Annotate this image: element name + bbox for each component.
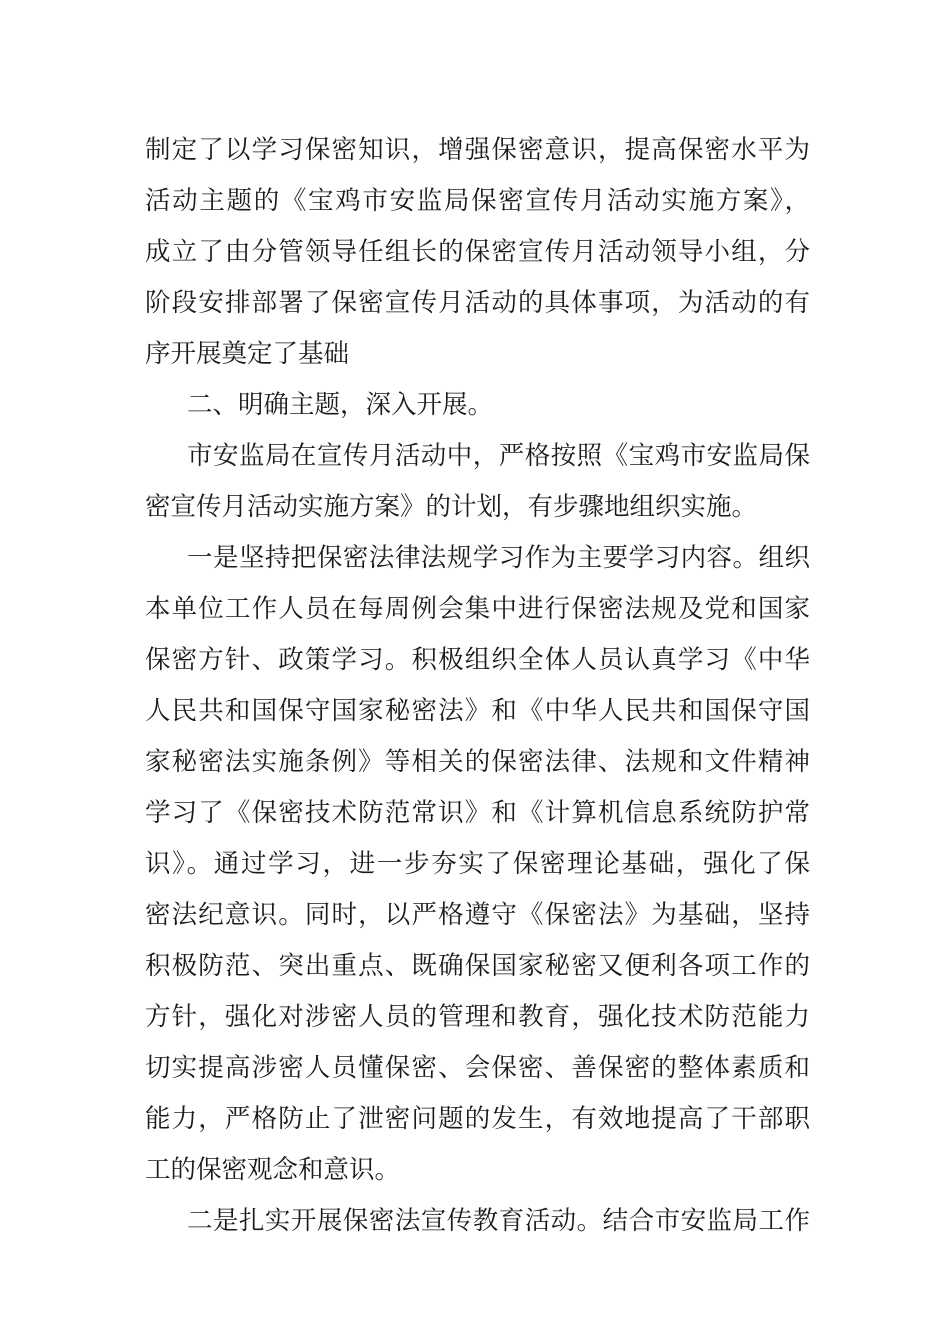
paragraph-line: 市安监局在宣传月活动中，严格按照《宝鸡市安监局保 xyxy=(187,441,810,471)
paragraph-line: 密宣传月活动实施方案》的计划，有步骤地组织实施。 xyxy=(145,492,758,522)
paragraph-line: 制定了以学习保密知识，增强保密意识，提高保密水平为 xyxy=(145,135,810,165)
paragraph-line: 方针，强化对涉密人员的管理和教育，强化技术防范能力 xyxy=(145,1002,810,1032)
paragraph-line: 识》。通过学习，进一步夯实了保密理论基础，强化了保 xyxy=(145,849,810,879)
paragraph-line: 积极防范、突出重点、既确保国家秘密又便利各项工作的 xyxy=(145,951,810,981)
paragraph-line: 本单位工作人员在每周例会集中进行保密法规及党和国家 xyxy=(145,594,810,624)
paragraph-line: 序开展奠定了基础 xyxy=(145,339,350,369)
paragraph-line: 保密方针、政策学习。积极组织全体人员认真学习《中华 xyxy=(145,645,810,675)
paragraph-line: 二是扎实开展保密法宣传教育活动。结合市安监局工作 xyxy=(187,1206,810,1236)
section-heading: 二、明确主题，深入开展。 xyxy=(187,390,494,420)
paragraph-line: 阶段安排部署了保密宣传月活动的具体事项，为活动的有 xyxy=(145,288,810,318)
paragraph-line: 家秘密法实施条例》等相关的保密法律、法规和文件精神 xyxy=(145,747,810,777)
paragraph-line: 密法纪意识。同时，以严格遵守《保密法》为基础，坚持 xyxy=(145,900,810,930)
paragraph-line: 能力，严格防止了泄密问题的发生，有效地提高了干部职 xyxy=(145,1104,810,1134)
paragraph-line: 工的保密观念和意识。 xyxy=(145,1155,401,1185)
paragraph-line: 成立了由分管领导任组长的保密宣传月活动领导小组，分 xyxy=(145,237,810,267)
paragraph-line: 活动主题的《宝鸡市安监局保密宣传月活动实施方案》， xyxy=(145,186,810,216)
paragraph-line: 一是坚持把保密法律法规学习作为主要学习内容。组织 xyxy=(187,543,810,573)
paragraph-line: 学习了《保密技术防范常识》和《计算机信息系统防护常 xyxy=(145,798,810,828)
paragraph-line: 人民共和国保守国家秘密法》和《中华人民共和国保守国 xyxy=(145,696,810,726)
paragraph-line: 切实提高涉密人员懂保密、会保密、善保密的整体素质和 xyxy=(145,1053,810,1083)
